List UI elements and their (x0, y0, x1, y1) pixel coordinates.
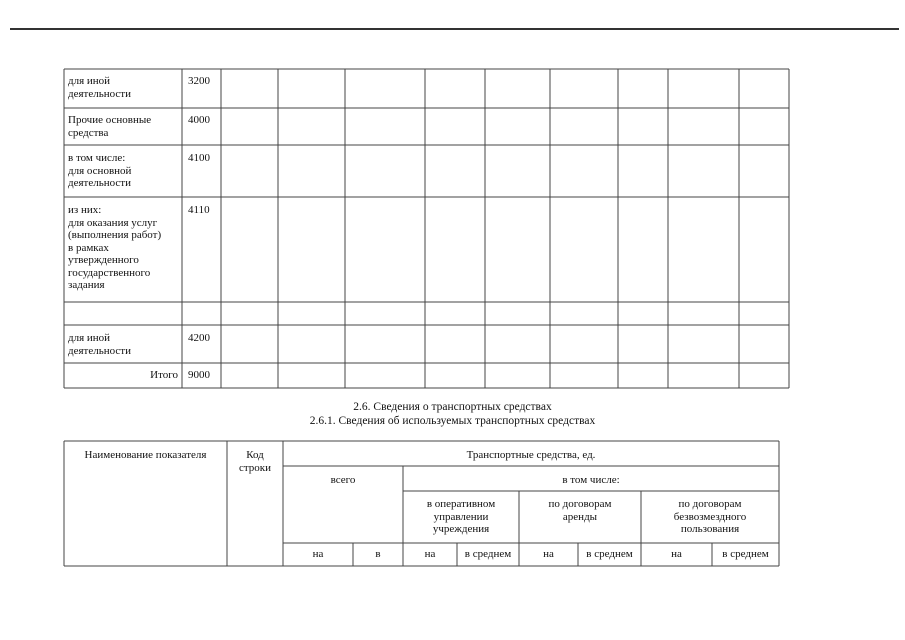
sub-lease-average: в среднем (586, 548, 633, 560)
row-4200-name: для иной деятельности (68, 332, 131, 357)
row-3200-code: 3200 (188, 75, 210, 87)
col-lease: по договорам аренды (548, 498, 612, 523)
col-including: в том числе: (562, 474, 620, 486)
sub-free-average: в среднем (722, 548, 769, 560)
row-4200-code: 4200 (188, 332, 210, 344)
sub-operative-average: в среднем (464, 548, 512, 560)
sub-operative-on: на (424, 548, 436, 560)
section-subtitle: 2.6.1. Сведения об используемых транспортных средствах (309, 415, 596, 427)
row-4110-code: 4110 (188, 204, 210, 216)
sub-total-on: на (312, 548, 324, 560)
row-4100-code: 4100 (188, 152, 210, 164)
sub-free-on: на (671, 548, 682, 560)
section-title: 2.6. Сведения о транспортных средствах (353, 401, 552, 413)
sub-total-in: в (375, 548, 381, 560)
row-total-name: Итого (150, 369, 178, 381)
col-line-code: Код строки (238, 449, 272, 474)
col-free-use: по договорам безвозмездного пользования (673, 498, 747, 535)
row-4110-name: из них: для оказания услуг (выполнения работ) в рамках утвержденного государственного задания (68, 204, 162, 291)
col-vehicles: Транспортные средства, ед. (466, 449, 596, 461)
col-total: всего (330, 474, 356, 486)
sub-lease-on: на (543, 548, 554, 560)
row-4000-code: 4000 (188, 114, 210, 126)
col-indicator-name: Наименование показателя (84, 449, 207, 461)
col-operative-management: в оперативном управлении учреждения (426, 498, 496, 535)
row-4100-name: в том числе: для основной деятельности (68, 152, 132, 189)
row-3200-name: для иной деятельности (68, 75, 131, 100)
row-4000-name: Прочие основные средства (68, 114, 152, 139)
row-total-code: 9000 (188, 369, 210, 381)
